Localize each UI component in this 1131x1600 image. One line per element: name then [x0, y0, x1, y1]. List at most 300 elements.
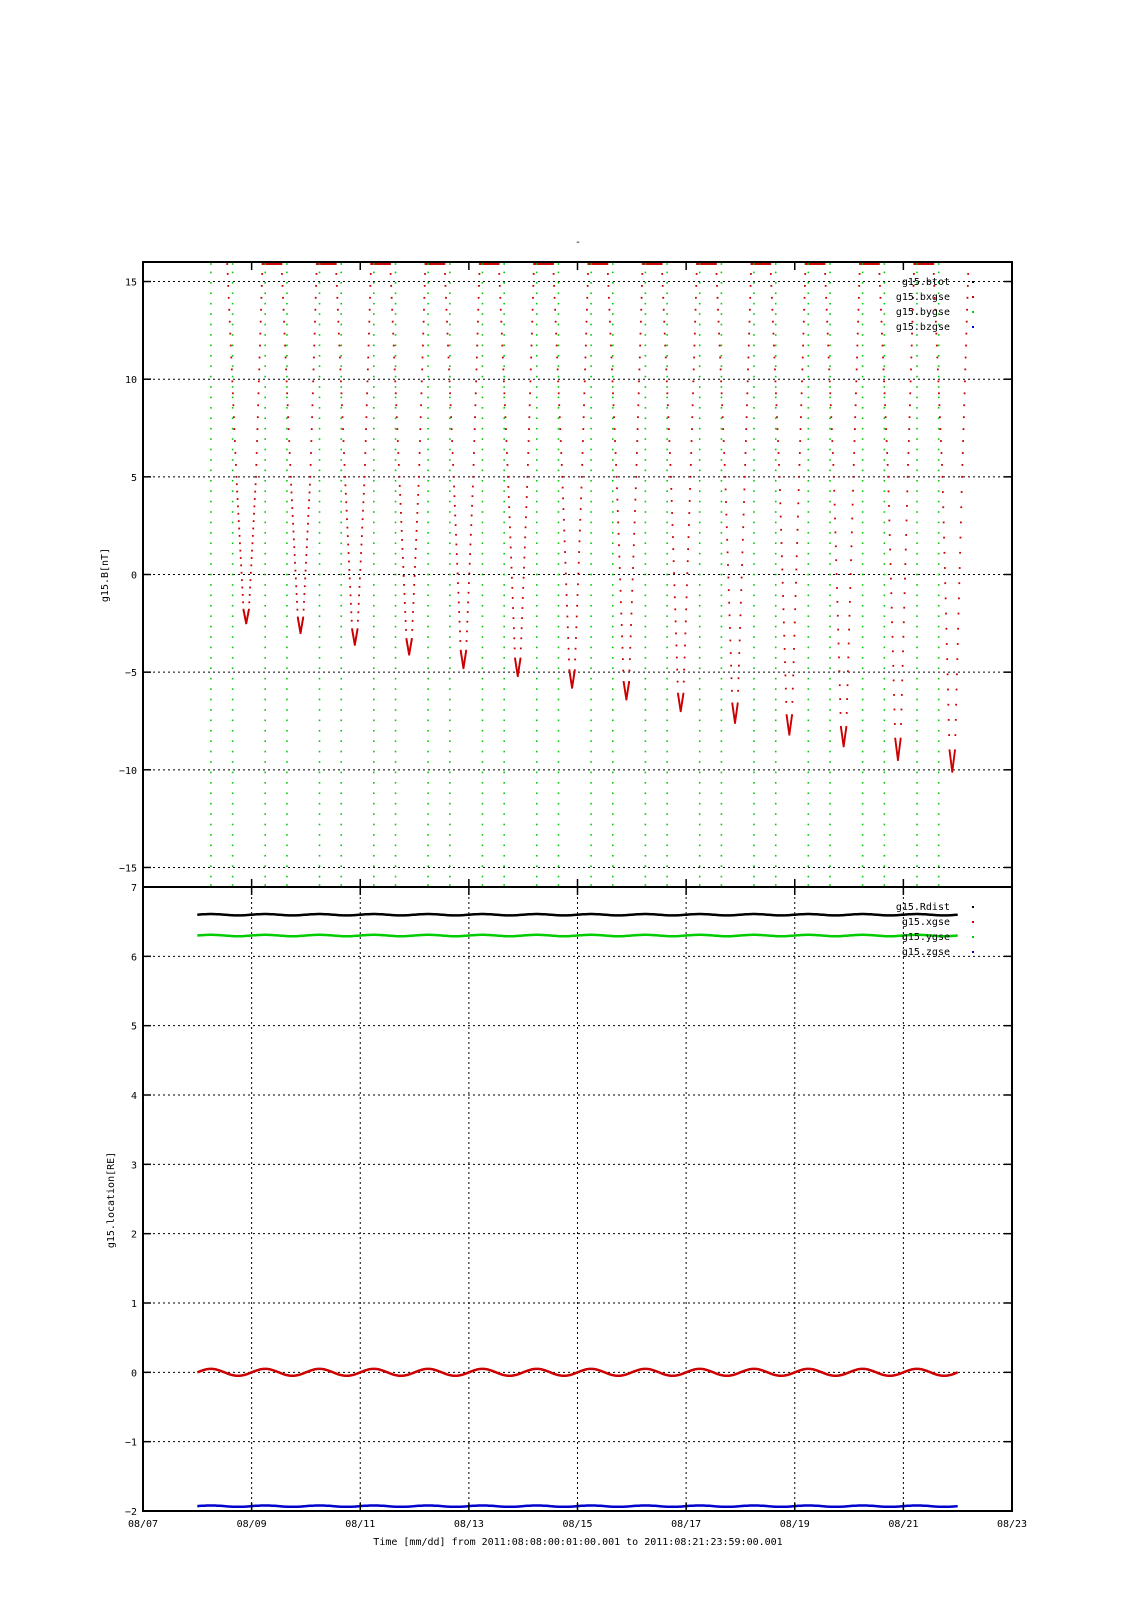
- bygse-point: [829, 615, 831, 617]
- bxgse-point: [903, 607, 905, 609]
- bygse-point: [808, 667, 810, 669]
- bygse-point: [829, 782, 831, 784]
- bxgse-point: [884, 404, 886, 406]
- bxgse-point: [965, 357, 967, 359]
- bygse-point: [699, 417, 701, 419]
- bygse-point: [536, 584, 538, 586]
- bxgse-point: [693, 357, 695, 359]
- bygse-point: [775, 678, 777, 680]
- bygse-point: [373, 313, 375, 315]
- bxgse-point: [849, 615, 851, 617]
- bxgse-point: [234, 440, 236, 442]
- bxgse-point: [958, 613, 960, 615]
- bxgse-point: [236, 491, 238, 493]
- bxgse-point: [226, 263, 228, 265]
- bxgse-point: [720, 380, 722, 382]
- bygse-point: [699, 855, 701, 857]
- bxgse-point: [693, 369, 695, 371]
- bygse-point: [427, 303, 429, 305]
- bygse-point: [482, 532, 484, 534]
- bygse-point: [340, 490, 342, 492]
- bygse-point: [699, 876, 701, 878]
- bxgse-point: [564, 540, 566, 542]
- bygse-point: [699, 428, 701, 430]
- bygse-point: [775, 501, 777, 503]
- bxgse-point: [851, 531, 853, 533]
- bygse-point: [210, 855, 212, 857]
- bygse-point: [645, 386, 647, 388]
- bygse-point: [721, 303, 723, 305]
- bygse-point: [503, 865, 505, 867]
- bxgse-point: [586, 309, 588, 311]
- bxgse-point: [455, 524, 457, 526]
- bygse-point: [449, 324, 451, 326]
- bygse-point: [482, 501, 484, 503]
- bygse-point: [666, 563, 668, 565]
- bxgse-point: [413, 593, 415, 595]
- bygse-point: [319, 730, 321, 732]
- bottom-legend-swatch: [972, 921, 974, 923]
- bxgse-point: [794, 622, 796, 624]
- bygse-point: [612, 574, 614, 576]
- bygse-point: [753, 688, 755, 690]
- bygse-point: [753, 595, 755, 597]
- bxgse-point: [339, 357, 341, 359]
- bygse-point: [808, 407, 810, 409]
- bygse-point: [884, 740, 886, 742]
- bygse-point: [775, 761, 777, 763]
- bxgse-point: [335, 273, 337, 275]
- bxgse-point: [740, 589, 742, 591]
- bygse-point: [558, 397, 560, 399]
- bygse-point: [319, 584, 321, 586]
- bygse-point: [558, 626, 560, 628]
- bygse-point: [808, 615, 810, 617]
- bygse-point: [232, 792, 234, 794]
- bygse-point: [232, 470, 234, 472]
- bygse-point: [286, 428, 288, 430]
- bygse-point: [666, 834, 668, 836]
- bxgse-point: [855, 392, 857, 394]
- bygse-point: [699, 532, 701, 534]
- bygse-point: [232, 303, 234, 305]
- bygse-point: [666, 824, 668, 826]
- bxgse-point: [529, 392, 531, 394]
- bxgse-point: [742, 539, 744, 541]
- top-y-tick-label: 0: [130, 570, 137, 582]
- bygse-point: [286, 699, 288, 701]
- bxgse-point: [663, 321, 665, 323]
- bygse-point: [210, 334, 212, 336]
- bygse-point: [699, 751, 701, 753]
- top-legend-swatch: [972, 296, 974, 298]
- bygse-point: [286, 386, 288, 388]
- bygse-point: [264, 324, 266, 326]
- bygse-point: [536, 834, 538, 836]
- bygse-point: [590, 417, 592, 419]
- bygse-point: [808, 417, 810, 419]
- bxgse-point: [576, 605, 578, 607]
- bxgse-point: [690, 464, 692, 466]
- bygse-point: [286, 584, 288, 586]
- bygse-point: [829, 626, 831, 628]
- bygse-point: [829, 855, 831, 857]
- bxgse-point: [418, 476, 420, 478]
- bygse-point: [884, 292, 886, 294]
- bxgse-point: [661, 263, 663, 265]
- bygse-point: [829, 605, 831, 607]
- bygse-point: [395, 647, 397, 649]
- bxgse-point: [956, 673, 958, 675]
- bygse-point: [721, 740, 723, 742]
- bygse-point: [232, 720, 234, 722]
- bxgse-point: [940, 428, 942, 430]
- bygse-point: [753, 720, 755, 722]
- bxgse-point: [724, 476, 726, 478]
- bxgse-point: [241, 572, 243, 574]
- bygse-point: [590, 761, 592, 763]
- bygse-point: [808, 428, 810, 430]
- bygse-point: [449, 407, 451, 409]
- bygse-point: [916, 532, 918, 534]
- bygse-point: [286, 334, 288, 336]
- bxgse-point: [829, 392, 831, 394]
- bxgse-point: [566, 616, 568, 618]
- bottom-legend-label: g15.ygse: [901, 932, 950, 943]
- bygse-point: [232, 865, 234, 867]
- bygse-point: [536, 438, 538, 440]
- bygse-point: [938, 605, 940, 607]
- bygse-point: [340, 709, 342, 711]
- bygse-point: [916, 824, 918, 826]
- bygse-point: [449, 313, 451, 315]
- bxgse-point: [854, 440, 856, 442]
- bygse-point: [395, 657, 397, 659]
- bxgse-point: [503, 392, 505, 394]
- bygse-point: [340, 595, 342, 597]
- bygse-point: [775, 884, 777, 886]
- bxgse-point: [257, 404, 259, 406]
- bygse-point: [395, 761, 397, 763]
- x-axis-label: Time [mm/dd] from 2011:08:08:00:01:00.001 to 2011:08:21:23:59:00.001: [373, 1537, 783, 1548]
- bygse-point: [612, 803, 614, 805]
- top-y-tick-label: 5: [130, 472, 137, 484]
- bxgse-point: [367, 357, 369, 359]
- bxgse-point: [232, 392, 234, 394]
- bxgse-point: [954, 734, 956, 736]
- bxgse-point: [451, 440, 453, 442]
- bygse-point: [938, 730, 940, 732]
- bygse-point: [427, 397, 429, 399]
- bygse-point: [536, 740, 538, 742]
- bygse-point: [699, 501, 701, 503]
- bygse-point: [264, 720, 266, 722]
- bxgse-point: [744, 476, 746, 478]
- bottom-y-tick-label: 7: [130, 883, 137, 894]
- bygse-point: [612, 688, 614, 690]
- bygse-point: [340, 584, 342, 586]
- bxgse-point: [309, 484, 311, 486]
- bygse-point: [482, 667, 484, 669]
- bygse-point: [590, 428, 592, 430]
- bygse-point: [340, 313, 342, 315]
- bygse-point: [645, 845, 647, 847]
- bygse-point: [590, 438, 592, 440]
- bygse-point: [699, 355, 701, 357]
- bxgse-point: [902, 650, 904, 652]
- bxgse-point: [390, 273, 392, 275]
- bygse-point: [666, 782, 668, 784]
- bottom-legend-label: g15.Rdist: [895, 902, 950, 913]
- bygse-point: [264, 438, 266, 440]
- bottom-legend: [896, 902, 974, 958]
- bygse-point: [503, 792, 505, 794]
- bxgse-point: [281, 263, 283, 265]
- bygse-point: [753, 584, 755, 586]
- bygse-point: [753, 417, 755, 419]
- bygse-point: [427, 438, 429, 440]
- bygse-point: [264, 678, 266, 680]
- bxgse-point: [399, 485, 401, 487]
- bxgse-point: [418, 464, 420, 466]
- bxgse-point: [858, 297, 860, 299]
- bxgse-point: [585, 333, 587, 335]
- bxgse-point: [498, 273, 500, 275]
- bxgse-point: [612, 392, 614, 394]
- bxgse-point: [890, 563, 892, 565]
- bxgse-point: [524, 536, 526, 538]
- bxgse-point: [780, 529, 782, 531]
- bxgse-point: [422, 345, 424, 347]
- bygse-point: [884, 657, 886, 659]
- bygse-point: [210, 407, 212, 409]
- bxgse-point: [893, 680, 895, 682]
- bygse-point: [721, 386, 723, 388]
- bygse-point: [340, 470, 342, 472]
- bygse-point: [449, 667, 451, 669]
- bygse-point: [666, 855, 668, 857]
- bxgse-point: [238, 520, 240, 522]
- bxgse-point: [799, 452, 801, 454]
- bygse-point: [449, 365, 451, 367]
- bxgse-point: [639, 357, 641, 359]
- bygse-point: [340, 563, 342, 565]
- bxgse-point: [575, 626, 577, 628]
- top-legend-label: g15.bzgse: [895, 322, 950, 333]
- bygse-point: [558, 428, 560, 430]
- bygse-point: [286, 365, 288, 367]
- bxgse-point: [233, 428, 235, 430]
- bygse-point: [862, 282, 864, 284]
- bygse-point: [829, 772, 831, 774]
- bygse-point: [699, 595, 701, 597]
- bygse-point: [558, 782, 560, 784]
- bxgse-point: [513, 637, 515, 639]
- bxgse-point: [315, 285, 317, 287]
- bygse-point: [721, 263, 723, 265]
- bygse-point: [395, 876, 397, 878]
- bxgse-point: [295, 578, 297, 580]
- bygse-point: [612, 501, 614, 503]
- bxgse-point: [561, 476, 563, 478]
- bygse-point: [938, 792, 940, 794]
- bygse-point: [482, 824, 484, 826]
- bygse-point: [884, 324, 886, 326]
- bygse-point: [721, 397, 723, 399]
- bygse-point: [590, 365, 592, 367]
- bygse-point: [286, 449, 288, 451]
- bygse-point: [558, 511, 560, 513]
- bxgse-point: [906, 520, 908, 522]
- bygse-point: [373, 407, 375, 409]
- bxgse-point: [613, 404, 615, 406]
- bxgse-point: [253, 513, 255, 515]
- bxgse-point: [307, 531, 309, 533]
- bygse-point: [775, 313, 777, 315]
- bxgse-point: [250, 572, 252, 574]
- bygse-point: [938, 428, 940, 430]
- bxgse-point: [459, 640, 461, 642]
- bxgse-point: [393, 357, 395, 359]
- bygse-point: [536, 324, 538, 326]
- bygse-point: [884, 417, 886, 419]
- bygse-point: [612, 532, 614, 534]
- bygse-point: [612, 876, 614, 878]
- bygse-point: [645, 459, 647, 461]
- bxgse-point: [445, 285, 447, 287]
- bygse-point: [232, 884, 234, 886]
- bygse-point: [340, 751, 342, 753]
- bxgse-point: [796, 555, 798, 557]
- bygse-point: [232, 595, 234, 597]
- bxgse-point: [948, 719, 950, 721]
- bygse-point: [721, 761, 723, 763]
- bygse-point: [938, 407, 940, 409]
- bygse-point: [319, 522, 321, 524]
- bxgse-point: [394, 369, 396, 371]
- bygse-point: [775, 303, 777, 305]
- bxgse-point: [505, 428, 507, 430]
- bygse-point: [319, 501, 321, 503]
- bygse-point: [395, 740, 397, 742]
- bygse-point: [373, 636, 375, 638]
- bygse-point: [753, 709, 755, 711]
- bxgse-point: [942, 476, 944, 478]
- bxgse-point: [284, 333, 286, 335]
- bxgse-point: [567, 637, 569, 639]
- bxgse-point: [584, 369, 586, 371]
- bygse-point: [938, 438, 940, 440]
- bygse-point: [558, 574, 560, 576]
- bottom-y-tick-label: 5: [130, 1021, 137, 1033]
- bygse-point: [753, 772, 755, 774]
- bygse-point: [612, 365, 614, 367]
- bygse-point: [340, 647, 342, 649]
- bxgse-point: [526, 496, 528, 498]
- bygse-point: [286, 324, 288, 326]
- bxgse-point: [240, 564, 242, 566]
- bygse-point: [319, 667, 321, 669]
- bygse-point: [590, 845, 592, 847]
- bxgse-point: [470, 534, 472, 536]
- bygse-point: [210, 647, 212, 649]
- bygse-point: [536, 345, 538, 347]
- bygse-point: [395, 751, 397, 753]
- bygse-point: [753, 438, 755, 440]
- bygse-point: [884, 553, 886, 555]
- bxgse-point: [635, 476, 637, 478]
- bygse-point: [916, 355, 918, 357]
- bxgse-point: [468, 592, 470, 594]
- bygse-point: [449, 438, 451, 440]
- bygse-point: [395, 501, 397, 503]
- bygse-point: [775, 782, 777, 784]
- bygse-point: [916, 876, 918, 878]
- bygse-point: [699, 772, 701, 774]
- bxgse-point: [342, 428, 344, 430]
- bygse-point: [340, 740, 342, 742]
- bxgse-point: [940, 440, 942, 442]
- bygse-point: [449, 688, 451, 690]
- bygse-point: [666, 699, 668, 701]
- bygse-point: [775, 263, 777, 265]
- bxgse-point: [420, 416, 422, 418]
- bottom-y-tick-label: 1: [130, 1299, 137, 1310]
- bygse-point: [427, 636, 429, 638]
- bygse-point: [884, 845, 886, 847]
- bxgse-point: [718, 333, 720, 335]
- bxgse-point: [559, 428, 561, 430]
- bxgse-point: [836, 587, 838, 589]
- bygse-point: [449, 709, 451, 711]
- bygse-point: [210, 282, 212, 284]
- bygse-point: [666, 678, 668, 680]
- bxgse-point: [477, 321, 479, 323]
- bygse-point: [395, 511, 397, 513]
- bygse-point: [721, 501, 723, 503]
- bygse-point: [884, 803, 886, 805]
- bxgse-point: [614, 440, 616, 442]
- bxgse-point: [399, 494, 401, 496]
- bxgse-point: [527, 464, 529, 466]
- bxgse-point: [965, 345, 967, 347]
- bxgse-point: [446, 321, 448, 323]
- bygse-point: [829, 532, 831, 534]
- bygse-point: [536, 574, 538, 576]
- bygse-point: [884, 365, 886, 367]
- bygse-point: [503, 542, 505, 544]
- bxgse-point: [259, 345, 261, 347]
- bygse-point: [699, 584, 701, 586]
- bxgse-point: [404, 593, 406, 595]
- bygse-point: [449, 855, 451, 857]
- bxgse-point: [345, 493, 347, 495]
- bygse-point: [503, 490, 505, 492]
- bxgse-point: [667, 404, 669, 406]
- bxgse-point: [749, 297, 751, 299]
- bygse-point: [916, 803, 918, 805]
- bygse-point: [449, 490, 451, 492]
- bygse-point: [666, 324, 668, 326]
- bygse-point: [590, 626, 592, 628]
- bxgse-point: [341, 404, 343, 406]
- bxgse-point: [838, 670, 840, 672]
- bygse-point: [210, 480, 212, 482]
- bygse-point: [373, 563, 375, 565]
- bygse-point: [449, 449, 451, 451]
- bxgse-point: [348, 561, 350, 563]
- bygse-point: [862, 334, 864, 336]
